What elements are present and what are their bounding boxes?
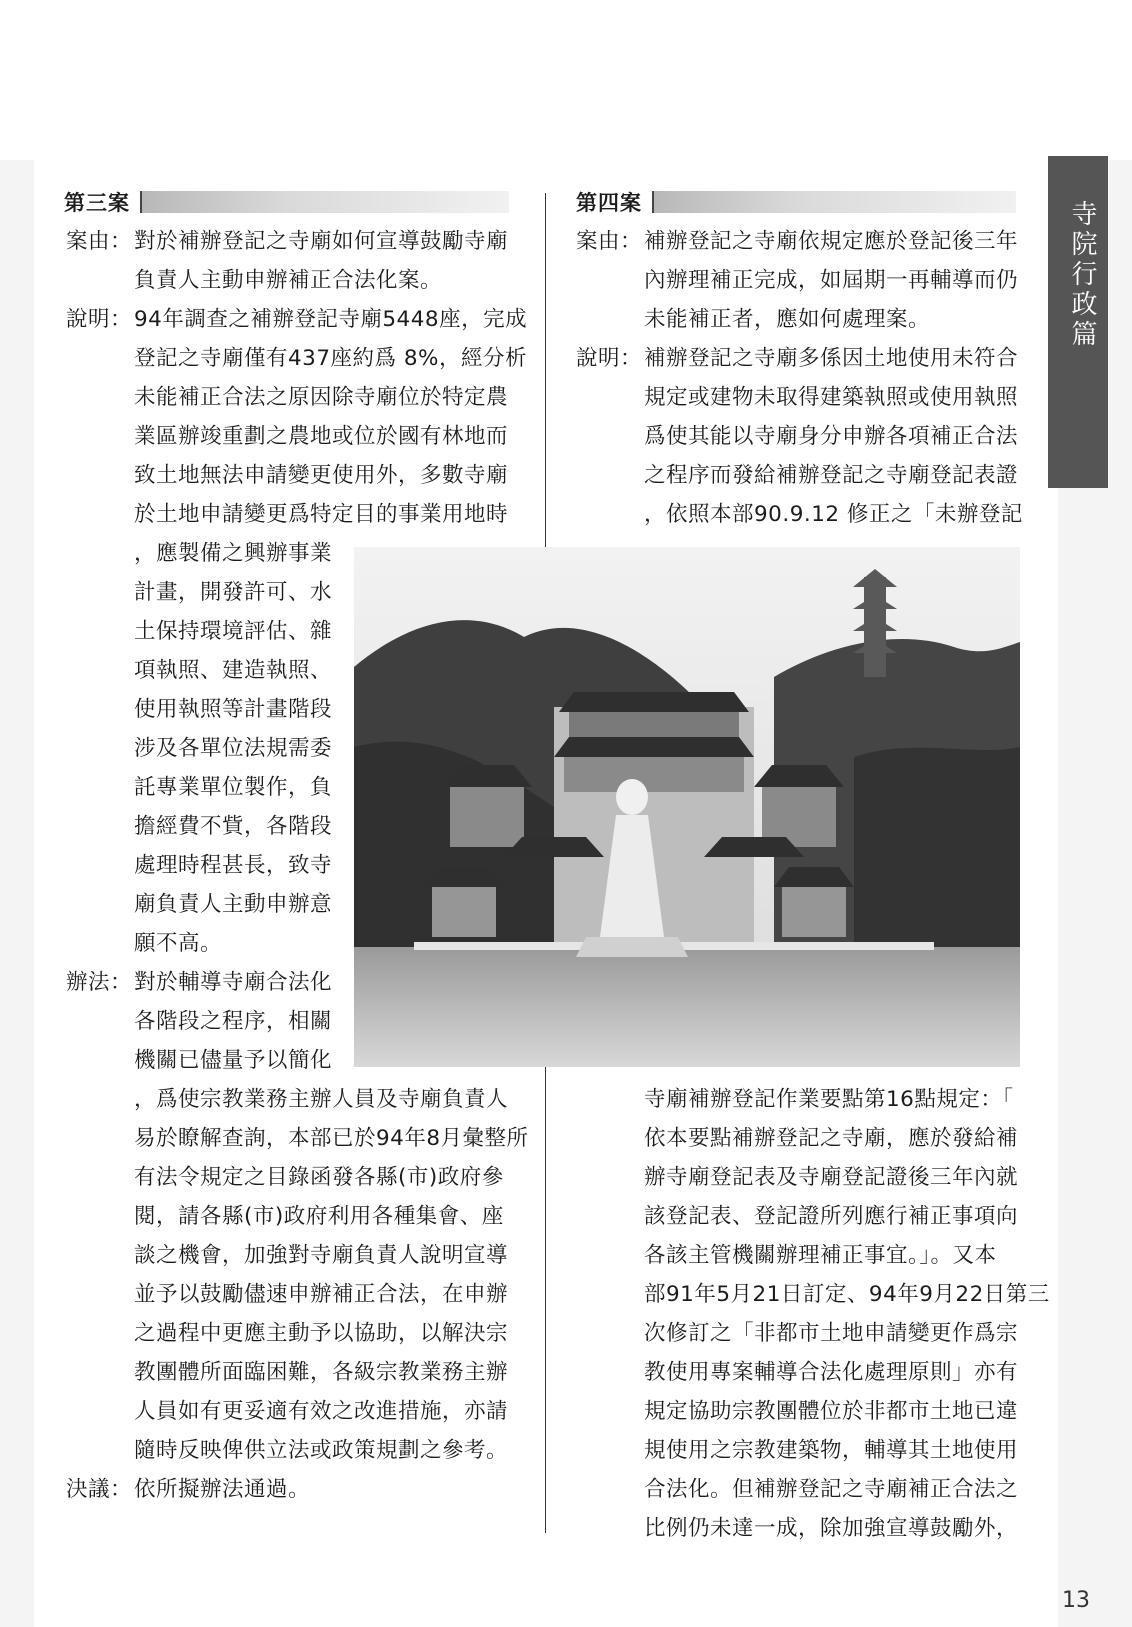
- text-line: 閱，請各縣(市)政府利用各種集會、座: [134, 1204, 504, 1229]
- case4-reason-label: 案由：: [576, 229, 643, 254]
- case3-explain: [134, 300, 527, 534]
- text-line: 教團體所面臨困難，各級宗教業務主辦: [134, 1360, 509, 1385]
- text-line: 未能補正合法之原因除寺廟位於特定農: [134, 385, 509, 410]
- text-line: 對於輔導寺廟合法化: [134, 970, 333, 995]
- text-line: 未能補正者，應如何處理案。: [644, 307, 931, 332]
- text-line: 隨時反映俾供立法或政策規劃之參考。: [134, 1438, 509, 1463]
- text-line: 規定或建物未取得建築執照或使用執照: [644, 385, 1019, 410]
- case3-method: [134, 1080, 529, 1470]
- text-line: 爲使其能以寺廟身分申辦各項補正合法: [644, 424, 1019, 449]
- section-tab-label: 寺院行政篇: [1067, 200, 1097, 350]
- case4-reason: [644, 222, 1018, 339]
- text-line: 處理時程甚長，致寺: [134, 853, 333, 878]
- case3-explain-label: 說明：: [66, 307, 133, 332]
- text-line: 談之機會，加強對寺廟負責人說明宣導: [134, 1243, 509, 1268]
- text-line: 致土地無法申請變更使用外，多數寺廟: [134, 463, 509, 488]
- case3-resolution-label: 決議：: [66, 1477, 133, 1502]
- case4-explain-continued: [644, 1080, 1050, 1548]
- temple-photo-illustration: [354, 547, 1020, 1067]
- text-line: 計畫，開發許可、水: [134, 580, 333, 605]
- text-line: 補辦登記之寺廟依規定應於登記後三年: [644, 229, 1019, 254]
- text-line: 登記之寺廟僅有437座約爲 8%，經分析: [134, 346, 527, 371]
- text-line: 內辦理補正完成，如屆期一再輔導而仍: [644, 268, 1019, 293]
- text-line: 之過程中更應主動予以協助，以解決宗: [134, 1321, 509, 1346]
- text-line: 人員如有更妥適有效之改進措施，亦請: [134, 1399, 509, 1424]
- case3-resolution: 依所擬辦法通過。: [134, 1477, 311, 1502]
- text-line: 項執照、建造執照、: [134, 658, 333, 683]
- text-line: 負責人主動申辦補正合法化案。: [134, 268, 443, 293]
- text-line: 對於補辦登記之寺廟如何宣導鼓勵寺廟: [134, 229, 509, 254]
- text-line: 補辦登記之寺廟多係因土地使用未符合: [644, 346, 1019, 371]
- text-line: 有法令規定之目錄函發各縣(市)政府參: [134, 1165, 504, 1190]
- text-line: 94年調查之補辦登記寺廟5448座，完成: [134, 307, 528, 332]
- text-line: 機關已儘量予以簡化: [134, 1048, 333, 1073]
- text-line: 之程序而發給補辦登記之寺廟登記表證: [644, 463, 1019, 488]
- text-line: 願不高。: [134, 931, 223, 956]
- case3-heading: [64, 186, 509, 218]
- case3-explain-continued: [134, 534, 332, 963]
- text-line: 廟負責人主動申辦意: [134, 892, 333, 917]
- text-line: 規定協助宗教團體位於非都市土地已違: [644, 1399, 1019, 1424]
- text-line: 該登記表、登記證所列應行補正事項向: [644, 1204, 1019, 1229]
- case3-method-short: [134, 963, 332, 1080]
- temple-photo: [354, 547, 1020, 1067]
- case3-reason: [134, 222, 508, 300]
- case3-title: 第三案: [64, 191, 130, 215]
- text-line: ，依照本部90.9.12 修正之「未辦登記: [644, 502, 1023, 527]
- text-line: 教使用專案輔導合法化處理原則」亦有: [644, 1360, 1019, 1385]
- case3-reason-label: 案由：: [66, 229, 133, 254]
- text-line: 合法化。但補辦登記之寺廟補正合法之: [644, 1477, 1019, 1502]
- case4-explain-label: 說明：: [576, 346, 643, 371]
- case4-title: 第四案: [576, 191, 642, 215]
- text-line: 規使用之宗教建築物，輔導其土地使用: [644, 1438, 1019, 1463]
- heading-bar: [140, 191, 509, 213]
- text-line: 土保持環境評估、雜: [134, 619, 333, 644]
- text-line: 擔經費不貲，各階段: [134, 814, 333, 839]
- case4-heading: [576, 186, 1016, 218]
- text-line: 辦寺廟登記表及寺廟登記證後三年內就: [644, 1165, 1019, 1190]
- text-line: 業區辦竣重劃之農地或位於國有林地而: [134, 424, 509, 449]
- text-line: 各階段之程序，相關: [134, 1009, 333, 1034]
- text-line: ，爲使宗教業務主辦人員及寺廟負責人: [134, 1087, 509, 1112]
- text-line: 使用執照等計畫階段: [134, 697, 333, 722]
- text-line: 次修訂之「非都市土地申請變更作爲宗: [644, 1321, 1019, 1346]
- text-line: 各該主管機關辦理補正事宜。」。又本: [644, 1243, 997, 1268]
- text-line: 部91年5月21日訂定、94年9月22日第三: [644, 1282, 1050, 1307]
- page-number: 13: [1062, 1588, 1090, 1613]
- text-line: 並予以鼓勵儘速申辦補正合法，在申辦: [134, 1282, 509, 1307]
- case4-explain: [644, 339, 1023, 534]
- text-line: 託專業單位製作，負: [134, 775, 333, 800]
- text-line: ，應製備之興辦事業: [134, 541, 333, 566]
- text-line: 比例仍未達一成，除加強宣導鼓勵外，: [644, 1516, 1019, 1541]
- heading-bar: [652, 191, 1016, 213]
- text-line: 依本要點補辦登記之寺廟，應於發給補: [644, 1126, 1019, 1151]
- case3-method-label: 辦法：: [66, 970, 133, 995]
- text-line: 涉及各單位法規需委: [134, 736, 333, 761]
- text-line: 寺廟補辦登記作業要點第16點規定：「: [644, 1087, 1014, 1112]
- text-line: 易於瞭解查詢，本部已於94年8月彙整所: [134, 1126, 529, 1151]
- text-line: 於土地申請變更爲特定目的事業用地時: [134, 502, 509, 527]
